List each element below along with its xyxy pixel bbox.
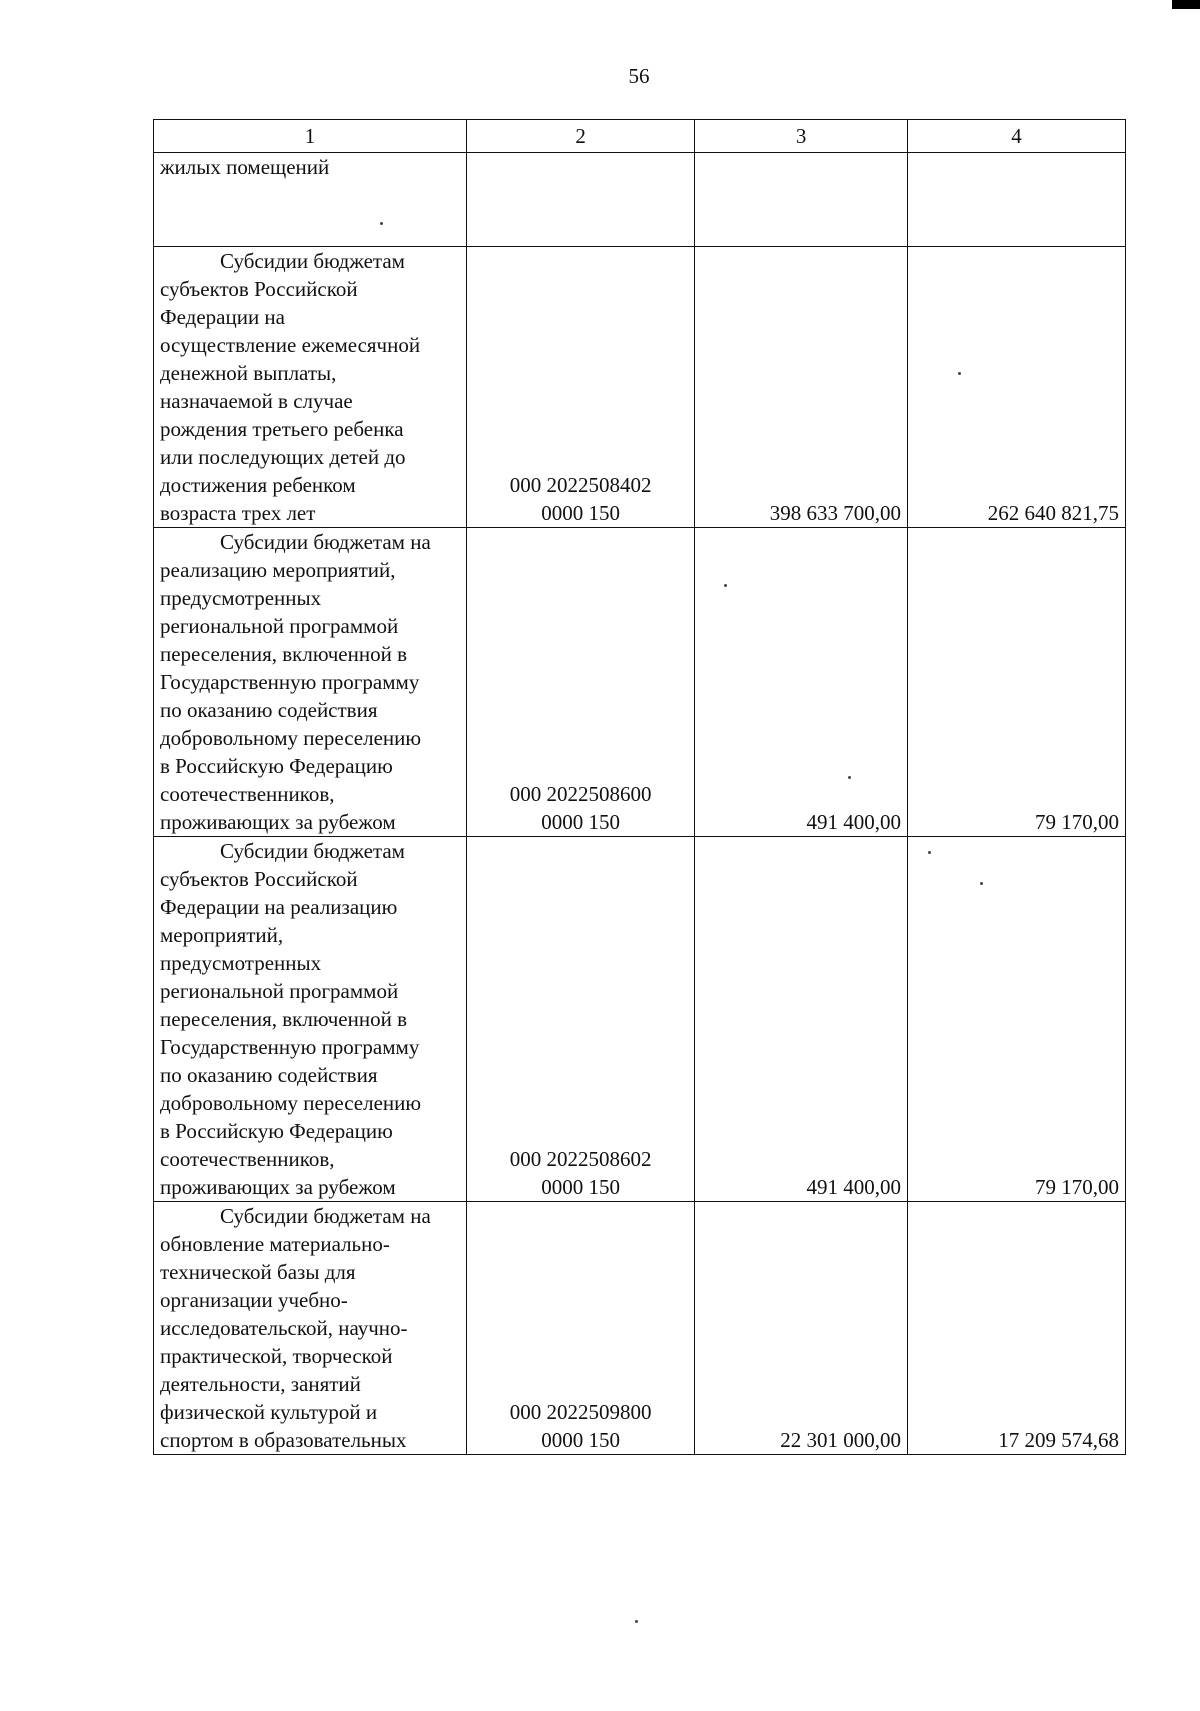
column-header-3: 3 (695, 120, 908, 153)
row-name-value: Субсидии бюджетам субъектов Российской Федерации на осуществление ежемесячной денежной выплаты, назначаемой в случае рождения третьего ребенка или последующих детей до достижения ребенком возраста трех лет (160, 249, 421, 525)
row-fact-amount: 17 209 574,68 (908, 1202, 1126, 1455)
row-fact-amount: 79 170,00 (908, 528, 1126, 837)
row-plan-amount: 22 301 000,00 (695, 1202, 908, 1455)
row-code-line2: 0000 150 (541, 1428, 620, 1452)
row-code-line1: 000 2022509800 (509, 1400, 652, 1424)
page-number: 56 (628, 64, 650, 88)
corner-scan-mark (1172, 0, 1200, 9)
row-name-value: Субсидии бюджетам субъектов Российской Федерации на реализацию мероприятий, предусмотренных региональной программой переселения, включенной в Государственную программу по оказанию содействия добровольному переселению в Российскую Федерацию соотечественников, проживающих за рубежом (160, 839, 422, 1199)
scan-speck (635, 1620, 638, 1623)
row-fact-amount: 79 170,00 (908, 837, 1126, 1202)
row-name-value: Субсидии бюджетам на реализацию мероприятий, предусмотренных региональной программой переселения, включенной в Государственную программу по оказанию содействия добровольному переселению в Российскую Федерацию соотечественников, проживающих за рубежом (160, 530, 431, 834)
scan-speck (980, 882, 983, 885)
table-header-row (154, 120, 1126, 153)
row-code-cell (466, 837, 694, 1202)
row-name-text (160, 247, 422, 527)
scan-speck (928, 851, 931, 854)
scan-speck (380, 222, 383, 225)
row-code-line2: 0000 150 (541, 1175, 620, 1199)
row-fact-amount (908, 153, 1126, 247)
row-plan-amount: 491 400,00 (695, 528, 908, 837)
row-plan-amount: 491 400,00 (695, 837, 908, 1202)
row-code-cell (466, 528, 694, 837)
row-name-cell (154, 153, 467, 247)
budget-table (153, 119, 1126, 1455)
scan-speck (724, 584, 727, 587)
row-name-cell (154, 528, 467, 837)
scan-speck (848, 776, 851, 779)
scan-speck (958, 372, 961, 375)
column-header-1: 1 (154, 120, 467, 153)
row-name-text (160, 837, 435, 1201)
table-row (154, 153, 1126, 247)
row-plan-amount (695, 153, 908, 247)
row-name-cell (154, 247, 467, 528)
table-row (154, 1202, 1126, 1455)
row-code-line1: 000 2022508602 (509, 1147, 652, 1171)
row-code-line2: 0000 150 (541, 501, 620, 525)
row-code-line1: 000 2022508600 (509, 782, 652, 806)
table-row (154, 837, 1126, 1202)
table-row (154, 528, 1126, 837)
column-header-2: 2 (466, 120, 694, 153)
row-code-line2: 0000 150 (541, 810, 620, 834)
table-row (154, 247, 1126, 528)
row-name-cell (154, 837, 467, 1202)
row-code-cell (466, 153, 694, 247)
column-header-4: 4 (908, 120, 1126, 153)
row-name-text (160, 528, 435, 836)
row-name-value: Субсидии бюджетам на обновление материально-технической базы для организации учебно-исследовательской, научно-практической, творческой деятельности, занятий физической культурой и спортом в образовательных (160, 1204, 431, 1452)
row-plan-amount: 398 633 700,00 (695, 247, 908, 528)
row-fact-amount: 262 640 821,75 (908, 247, 1126, 528)
row-code-cell (466, 1202, 694, 1455)
row-name-cell (154, 1202, 467, 1455)
row-code-line1: 000 2022508402 (509, 473, 652, 497)
row-name-text: жилых помещений (160, 155, 330, 179)
row-name-text (160, 1202, 435, 1454)
row-code-cell (466, 247, 694, 528)
